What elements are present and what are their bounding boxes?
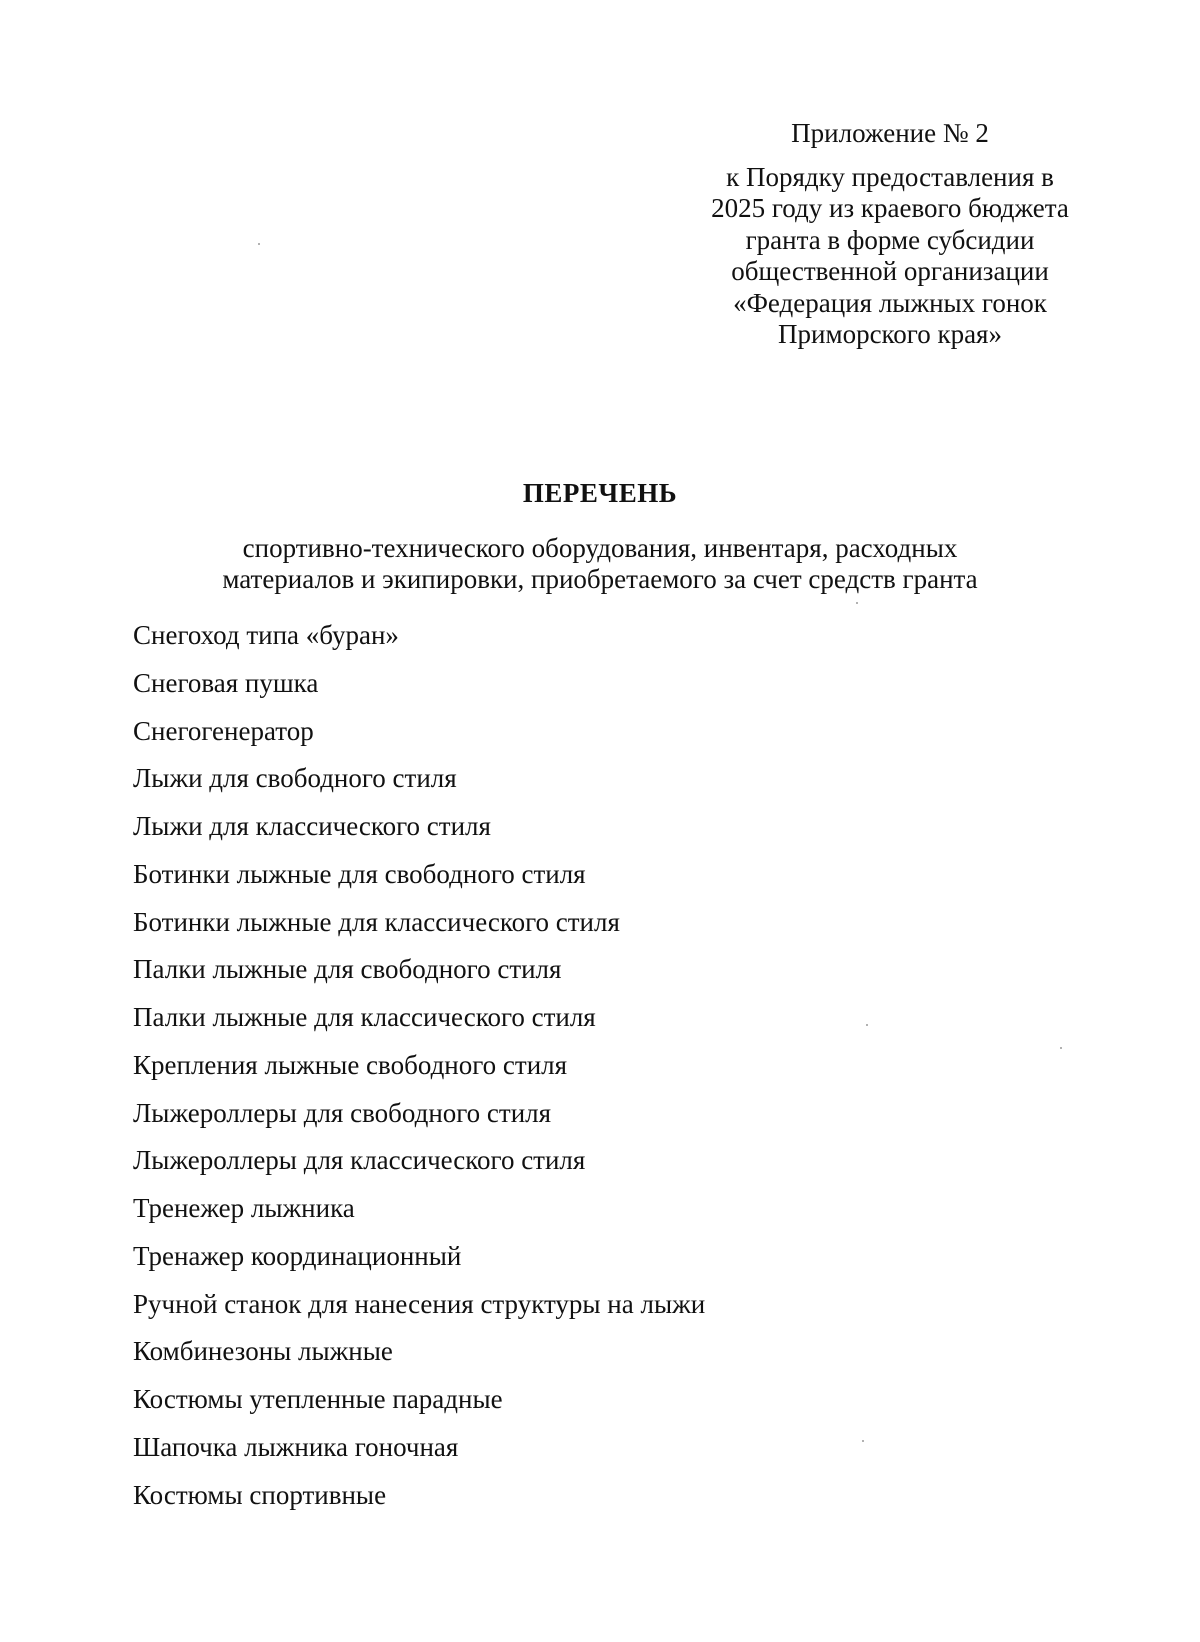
scan-speck	[1060, 1047, 1062, 1049]
list-item: Снегоход типа «буран»	[133, 620, 399, 650]
appendix-reference-line: гранта в форме субсидии	[745, 224, 1035, 255]
appendix-reference-line: «Федерация лыжных гонок	[733, 287, 1047, 318]
list-item: Снеговая пушка	[133, 667, 319, 698]
appendix-reference-line: к Порядку предоставления в	[726, 161, 1054, 192]
subtitle-line: спортивно-технического оборудования, инвентаря, расходных	[242, 533, 958, 563]
list-item: Ручной станок для нанесения структуры на лыжи	[133, 1288, 706, 1319]
list-item: Лыжероллеры для классического стиля	[133, 1145, 586, 1176]
list-item: Палки лыжные для классического стиля	[133, 1002, 596, 1032]
appendix-reference-line: 2025 году из краевого бюджета	[711, 193, 1069, 223]
appendix-header	[670, 118, 1110, 351]
equipment-list	[133, 620, 705, 1527]
document-subtitle	[150, 533, 1050, 595]
scan-speck	[856, 602, 858, 604]
list-item: Костюмы спортивные	[133, 1479, 387, 1510]
scan-speck	[258, 243, 260, 245]
appendix-reference-line: Приморского края»	[778, 319, 1002, 349]
scan-speck	[862, 1440, 864, 1442]
document-title: ПЕРЕЧЕНЬ	[522, 478, 678, 508]
list-item: Палки лыжные для свободного стиля	[133, 954, 562, 985]
appendix-reference	[670, 162, 1110, 351]
list-item: Шапочка лыжника гоночная	[133, 1431, 459, 1462]
scan-speck	[866, 1024, 868, 1026]
list-item: Лыжи для классического стиля	[133, 811, 491, 841]
list-item: Костюмы утепленные парадные	[133, 1384, 503, 1414]
appendix-number: Приложение № 2	[791, 118, 989, 148]
list-item: Тренажер координационный	[133, 1240, 462, 1271]
list-item: Крепления лыжные свободного стиля	[133, 1049, 568, 1080]
list-item: Тренежер лыжника	[133, 1193, 355, 1223]
list-item: Ботинки лыжные для классического стиля	[133, 906, 620, 937]
list-item: Лыжи для свободного стиля	[133, 763, 457, 794]
appendix-reference-line: общественной организации	[731, 256, 1049, 286]
list-item: Лыжероллеры для свободного стиля	[133, 1097, 552, 1128]
list-item: Снегогенератор	[133, 715, 314, 746]
subtitle-line: материалов и экипировки, приобретаемого за счет средств гранта	[222, 564, 978, 594]
list-item: Комбинезоны лыжные	[133, 1336, 393, 1367]
list-item: Ботинки лыжные для свободного стиля	[133, 858, 586, 889]
